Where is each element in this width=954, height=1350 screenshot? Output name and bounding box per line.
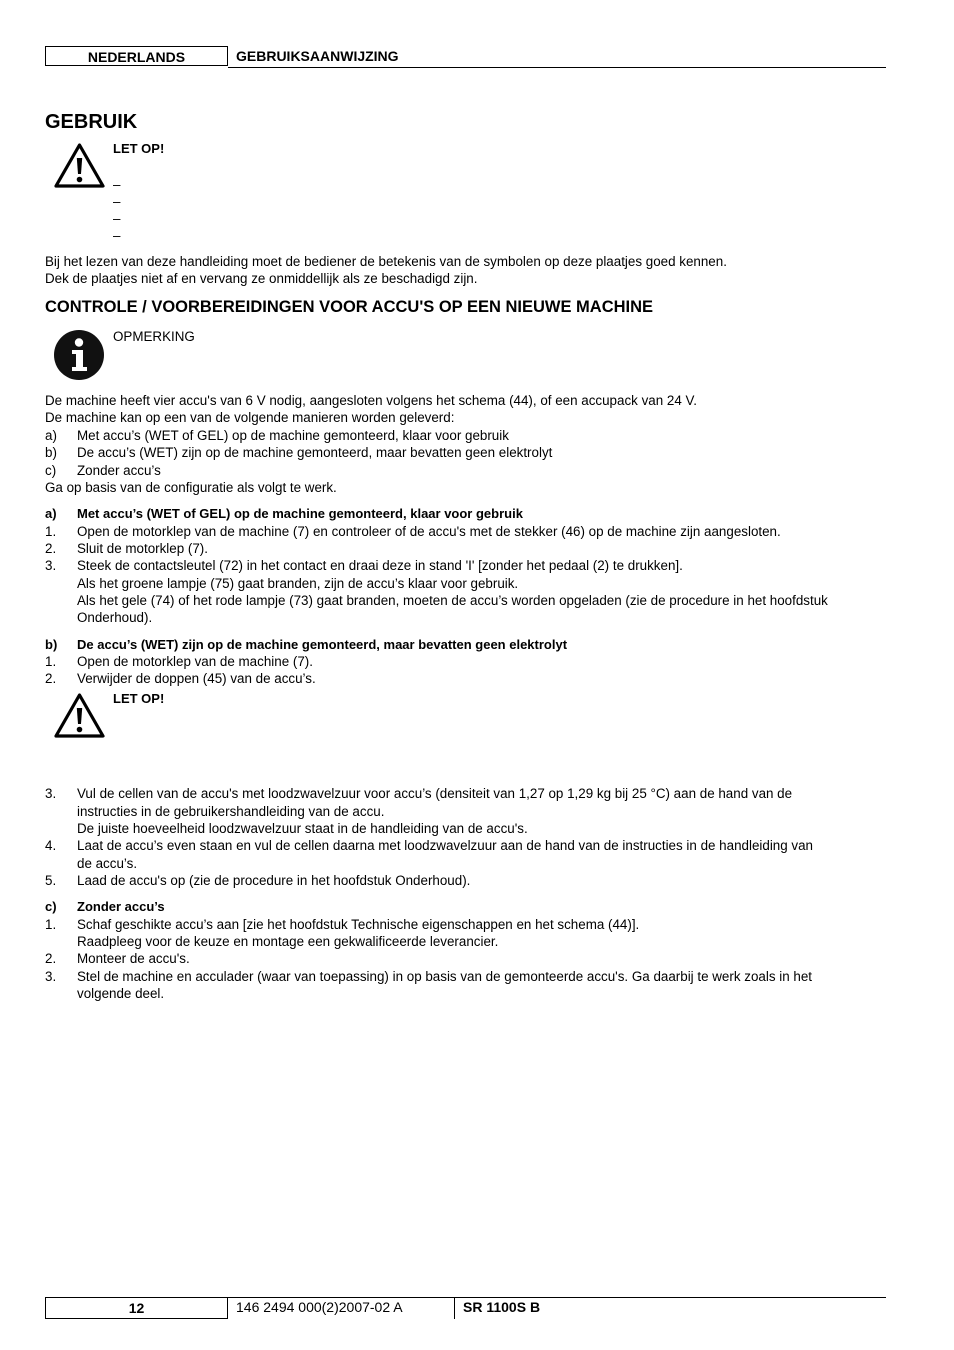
option-text: Met accu’s (WET of GEL) op de machine gemonteerd, klaar voor gebruik (77, 428, 509, 443)
step-text: Als het groene lampje (75) gaat branden, zijn de accu’s klaar voor gebruik. (77, 576, 519, 591)
step-number: 3. (45, 786, 57, 801)
section-title-controle: CONTROLE / VOORBEREIDINGEN VOOR ACCU'S OP EEN NIEUWE MACHINE (45, 298, 654, 316)
step-text: Vul de cellen van de accu's met loodzwavelzuur voor accu’s (densiteit van 1,27 op 1,29 kg bij 25 °C) aan de hand van de (77, 786, 793, 801)
step-number: 2. (45, 671, 57, 686)
step-text: Schaf geschikte accu’s aan [zie het hoofdstuk Technische eigenschappen en het schema (44)]. (77, 917, 640, 932)
header-rule (228, 67, 886, 68)
step-number: 1. (45, 654, 57, 669)
step-text: De juiste hoeveelheid loodzwavelzuur staat in de handleiding van de accu's. (77, 821, 528, 836)
warning-triangle-icon (53, 142, 106, 189)
step-text: instructies in de gebruikershandleiding van de accu. (77, 804, 385, 819)
step-text: Verwijder de doppen (45) van de accu’s. (77, 671, 316, 686)
outro-line: Ga op basis van de configuratie als volgt te werk. (45, 480, 337, 495)
model-name: SR 1100S B (463, 1299, 541, 1315)
intro-line: De machine kan op een van de volgende manieren worden geleverd: (45, 410, 455, 425)
sub-b-label: b) (45, 637, 58, 652)
step-text: Laat de accu’s even staan en vul de cellen daarna met loodzwavelzuur aan de hand van de instructies in de handleiding van (77, 838, 813, 853)
warning-bullet: – (113, 211, 121, 226)
step-text: Onderhoud). (77, 610, 153, 625)
step-text: Steek de contactsleutel (72) in het contact en draai deze in stand 'I' [zonder het pedaal (2) te drukken]. (77, 558, 683, 573)
warning-label: LET OP! (113, 691, 165, 706)
option-text: Zonder accu’s (77, 463, 161, 478)
step-number: 1. (45, 917, 57, 932)
warning-bullet: – (113, 194, 121, 209)
step-text: Raadpleeg voor de keuze en montage een gekwalificeerde leverancier. (77, 934, 499, 949)
option-label: b) (45, 445, 57, 460)
note-label: OPMERKING (113, 329, 195, 344)
step-text: de accu’s. (77, 856, 138, 871)
step-text: Monteer de accu's. (77, 951, 190, 966)
sub-b-title: De accu’s (WET) zijn op de machine gemonteerd, maar bevatten geen elektrolyt (77, 637, 568, 652)
footer-divider (454, 1297, 455, 1319)
warning-triangle-icon (53, 692, 106, 739)
step-text: Sluit de motorklep (7). (77, 541, 208, 556)
step-text: Open de motorklep van de machine (7) en controleer of de accu's met de stekker (46) op de machine zijn aangesloten. (77, 524, 781, 539)
option-label: a) (45, 428, 57, 443)
step-number: 2. (45, 541, 57, 556)
step-number: 3. (45, 969, 57, 984)
step-text: Stel de machine en acculader (waar van toepassing) in op basis van de gemonteerde accu's. Ga daarbij te werk zoals in het (77, 969, 812, 984)
step-number: 4. (45, 838, 57, 853)
info-icon (53, 329, 105, 381)
sub-a-title: Met accu’s (WET of GEL) op de machine gemonteerd, klaar voor gebruik (77, 506, 523, 521)
step-text: Als het gele (74) of het rode lampje (73) gaat branden, moeten de accu’s worden opgeladen (zie de procedure in het hoofdstuk (77, 593, 828, 608)
step-number: 3. (45, 558, 57, 573)
step-text: Open de motorklep van de machine (7). (77, 654, 313, 669)
body-paragraph: Bij het lezen van deze handleiding moet de bediener de betekenis van de symbolen op deze plaatjes goed kennen. (45, 254, 727, 269)
sub-c-label: c) (45, 899, 57, 914)
step-number: 1. (45, 524, 57, 539)
warning-bullet: – (113, 228, 121, 243)
option-text: De accu’s (WET) zijn op de machine gemonteerd, maar bevatten geen elektrolyt (77, 445, 553, 460)
option-label: c) (45, 463, 57, 478)
header-language: NEDERLANDS (87, 49, 186, 65)
header-doc-type: GEBRUIKSAANWIJZING (236, 48, 399, 64)
step-text: Laad de accu's op (zie de procedure in het hoofdstuk Onderhoud). (77, 873, 471, 888)
sub-a-label: a) (45, 506, 57, 521)
body-paragraph: Dek de plaatjes niet af en vervang ze onmiddellijk als ze beschadigd zijn. (45, 271, 478, 286)
section-title-gebruik: GEBRUIK (45, 111, 138, 133)
sub-c-title: Zonder accu’s (77, 899, 165, 914)
page-number: 12 (128, 1300, 145, 1316)
doc-number: 146 2494 000(2)2007-02 A (236, 1299, 403, 1315)
step-number: 5. (45, 873, 57, 888)
warning-label: LET OP! (113, 141, 165, 156)
step-number: 2. (45, 951, 57, 966)
warning-bullet: – (113, 177, 121, 192)
step-text: volgende deel. (77, 986, 165, 1001)
footer-rule (228, 1297, 886, 1298)
intro-line: De machine heeft vier accu's van 6 V nodig, aangesloten volgens het schema (44), of een accupack van 24 V. (45, 393, 697, 408)
